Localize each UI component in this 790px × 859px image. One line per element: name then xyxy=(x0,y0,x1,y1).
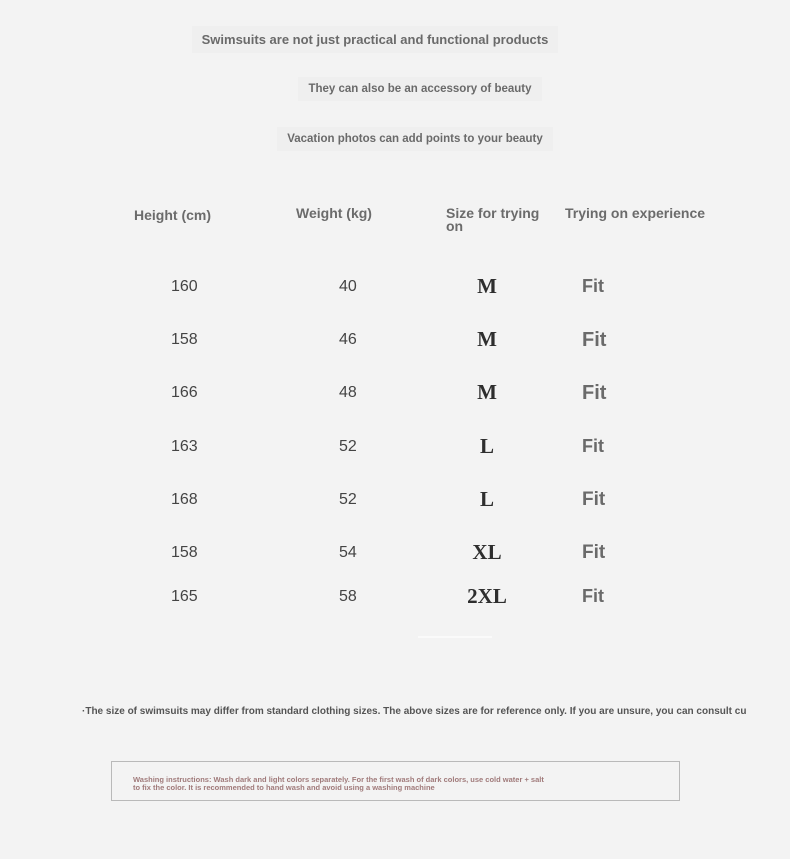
table-row xyxy=(0,434,790,468)
weight-cell: 54 xyxy=(339,544,357,561)
fit-cell: Fit xyxy=(582,276,604,296)
height-cell: 158 xyxy=(171,331,198,348)
table-row xyxy=(0,327,790,361)
weight-cell: 46 xyxy=(339,331,357,348)
intro-text: They can also be an accessory of beauty xyxy=(298,77,541,101)
wash-instructions-box xyxy=(111,761,680,801)
height-cell: 165 xyxy=(171,588,198,605)
height-cell: 160 xyxy=(171,278,198,295)
weight-cell: 52 xyxy=(339,438,357,455)
table-row xyxy=(0,274,790,308)
weight-cell: 52 xyxy=(339,491,357,508)
table-row xyxy=(0,584,790,618)
fit-cell: Fit xyxy=(582,436,604,456)
header-experience: Trying on experience xyxy=(565,205,706,221)
intro-line-3 xyxy=(20,133,790,145)
intro-line-1 xyxy=(0,32,770,47)
weight-cell: 58 xyxy=(339,588,357,605)
fit-cell: Fit xyxy=(582,489,606,510)
height-cell: 166 xyxy=(171,384,198,401)
wash-instructions-text: Washing instructions: Wash dark and light colors separately. For the first wash of dark colors, use cold water + salt to fix the color. It is recommended to hand wash and avoid using a washing machine xyxy=(133,775,544,792)
size-cell: M xyxy=(477,274,497,298)
height-cell: 158 xyxy=(171,544,198,561)
table-row xyxy=(0,540,790,574)
table-row xyxy=(0,487,790,521)
height-cell: 163 xyxy=(171,438,198,455)
intro-text: Vacation photos can add points to your beauty xyxy=(277,127,553,151)
header-height: Height (cm) xyxy=(134,207,211,223)
fit-cell: Fit xyxy=(582,542,606,563)
header-weight: Weight (kg) xyxy=(296,205,372,221)
divider xyxy=(418,636,492,638)
fit-cell: Fit xyxy=(582,382,607,404)
intro-text: Swimsuits are not just practical and functional products xyxy=(192,26,559,53)
size-note: ·The size of swimsuits may differ from standard clothing sizes. The above sizes are for reference only. If you are unsure, you can consult cu xyxy=(82,706,747,717)
weight-cell: 40 xyxy=(339,278,357,295)
fit-cell: Fit xyxy=(582,329,607,351)
table-row xyxy=(0,380,790,414)
size-cell: 2XL xyxy=(467,584,507,608)
weight-cell: 48 xyxy=(339,384,357,401)
intro-line-2 xyxy=(25,83,790,95)
size-cell: M xyxy=(477,327,497,351)
header-size: Size for trying on xyxy=(446,205,540,234)
height-cell: 168 xyxy=(171,491,198,508)
size-cell: L xyxy=(479,434,494,458)
size-cell: L xyxy=(479,487,494,511)
size-cell: XL xyxy=(472,540,502,564)
fit-cell: Fit xyxy=(582,586,604,606)
size-cell: M xyxy=(477,380,497,404)
